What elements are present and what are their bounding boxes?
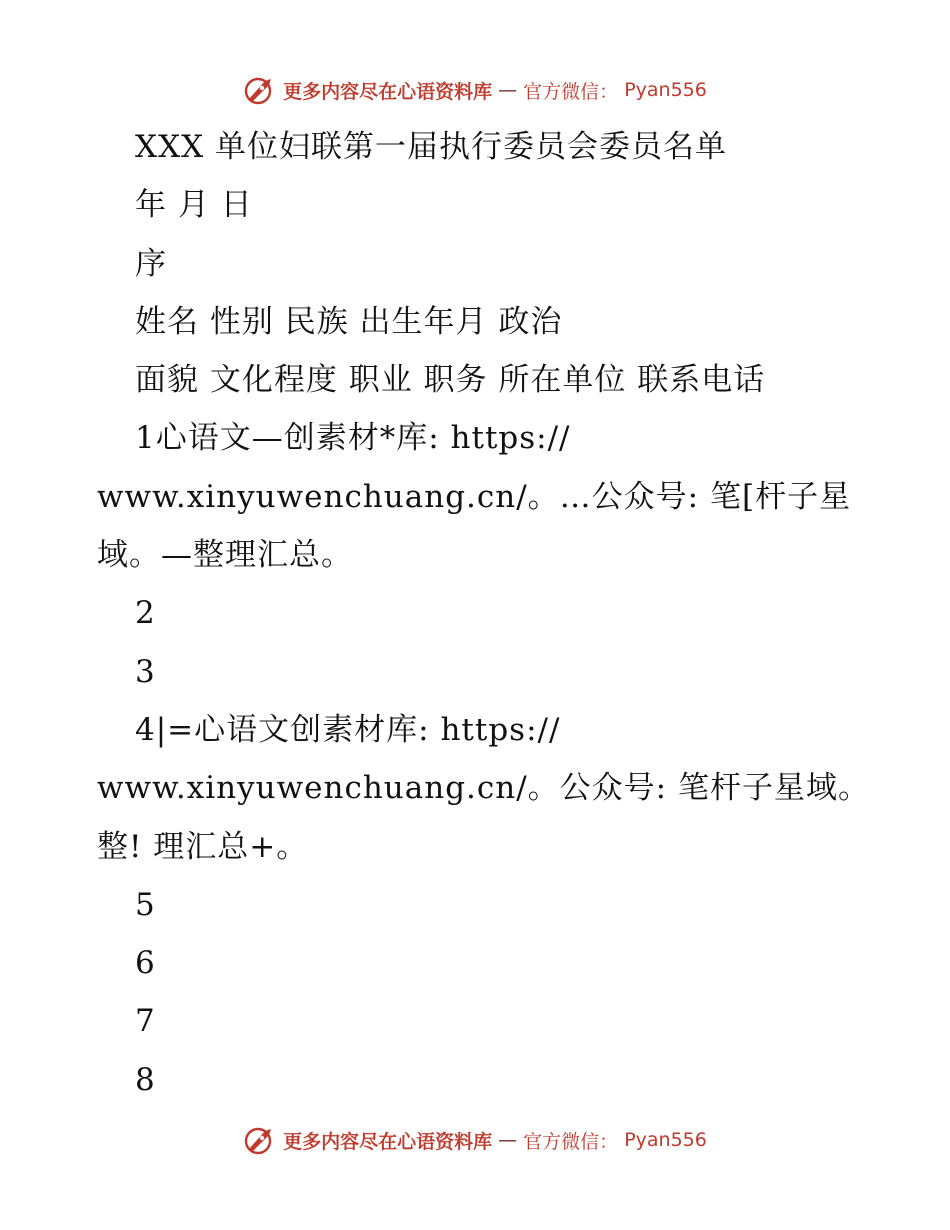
list-item-continued: www.xinyuwenchuang.cn/。公众号: 笔杆子星域。 — [97, 770, 870, 807]
list-item: 2 — [135, 595, 156, 632]
list-item: 5 — [135, 886, 156, 923]
table-header-seq: 序 — [135, 245, 167, 282]
list-item-continued: 整! 理汇总+。 — [97, 828, 309, 865]
list-item: 8 — [135, 1061, 156, 1098]
banner-separator: — — [498, 79, 518, 101]
document-title: XXX 单位妇联第一届执行委员会委员名单 — [135, 129, 728, 165]
banner-slogan: 更多内容尽在心语资料库 — [283, 1130, 493, 1153]
banner-separator: — — [498, 1129, 518, 1151]
list-item-continued: 域。—整理汇总。 — [97, 537, 353, 574]
banner-slogan: 更多内容尽在心语资料库 — [283, 80, 493, 103]
pen-nib-logo-icon — [243, 73, 277, 107]
banner-wechat-id: Pyan556 — [624, 1129, 707, 1151]
list-item: 4|=心语文创素材库: https:// — [135, 711, 561, 748]
list-item-continued: www.xinyuwenchuang.cn/。…公众号: 笔[杆子星 — [97, 478, 852, 515]
banner-wechat-id: Pyan556 — [624, 79, 707, 101]
list-item: 6 — [135, 945, 156, 982]
banner-wechat-label: 官方微信： — [523, 80, 619, 103]
table-header-fields-continued: 面貌 文化程度 职业 职务 所在单位 联系电话 — [135, 362, 766, 399]
list-item: 3 — [135, 653, 156, 690]
banner-wechat-label: 官方微信： — [523, 1130, 619, 1153]
document-body — [97, 118, 870, 1109]
pen-nib-logo-icon — [243, 1123, 277, 1157]
footer-watermark-banner — [0, 1120, 950, 1160]
list-item: 7 — [135, 1003, 156, 1040]
table-header-fields: 姓名 性别 民族 出生年月 政治 — [135, 303, 563, 340]
list-item: 1心语文—创素材*库: https:// — [135, 420, 571, 457]
document-date-line: 年 月 日 — [135, 187, 253, 224]
header-watermark-banner — [0, 70, 950, 110]
